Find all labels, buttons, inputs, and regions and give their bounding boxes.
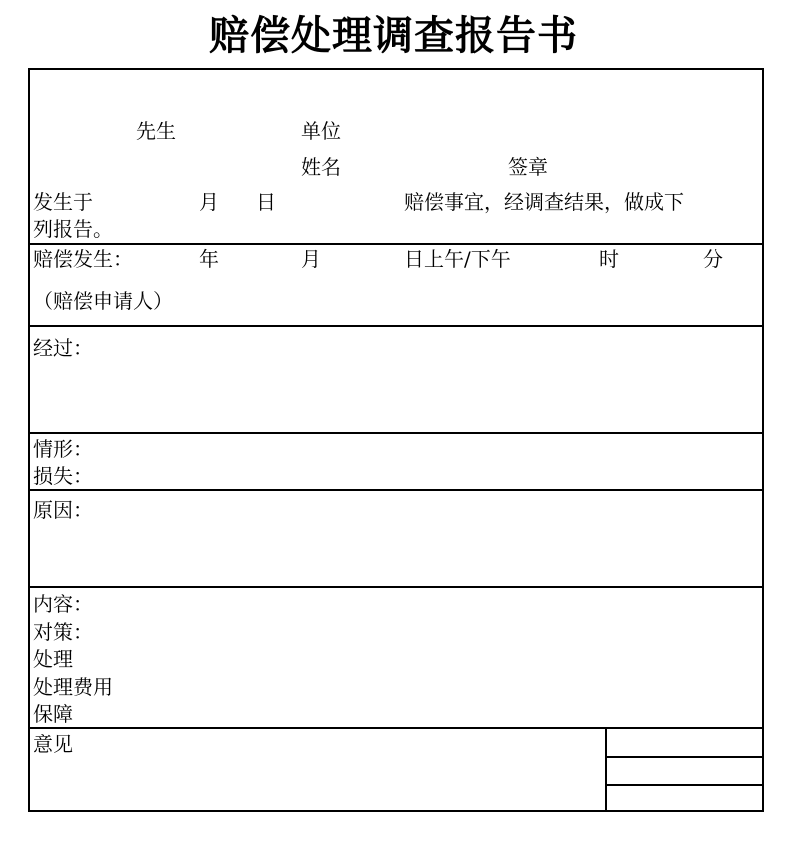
intro-text: 赔偿事宜，经调查结果，做成下 (404, 190, 684, 214)
content-label: 内容： (33, 592, 93, 616)
hour-label: 时 (599, 247, 619, 271)
row-divider (28, 325, 764, 327)
page-title: 赔偿处理调查报告书 (209, 12, 578, 59)
opinion-label: 意见 (33, 732, 73, 756)
seal-label: 签章 (508, 155, 548, 179)
mr-label: 先生 (136, 119, 176, 143)
row-divider (28, 489, 764, 491)
occurrence-label: 赔偿发生： (33, 247, 133, 271)
situation-label: 情形： (33, 437, 93, 461)
measures-label: 对策： (33, 620, 93, 644)
row-divider (28, 243, 764, 245)
occurred-at-label: 发生于 (33, 190, 93, 214)
handling-label: 处理 (33, 647, 73, 671)
minute-label: 分 (703, 247, 723, 271)
opinion-box-line (607, 784, 764, 786)
day-ampm-label: 日上午/下午 (404, 247, 511, 271)
intro-text-cont: 列报告。 (33, 217, 113, 241)
loss-label: 损失： (33, 464, 93, 488)
year-label: 年 (199, 247, 219, 271)
name-label: 姓名 (301, 155, 341, 179)
row-divider (28, 586, 764, 588)
opinion-divider (605, 727, 607, 812)
cause-label: 原因： (33, 498, 93, 522)
report-form (28, 68, 764, 812)
unit-label: 单位 (301, 119, 341, 143)
applicant-label: （赔偿申请人） (33, 289, 173, 313)
day-label: 日 (256, 190, 276, 214)
month-label: 月 (199, 190, 219, 214)
guarantee-label: 保障 (33, 702, 73, 726)
opinion-box-line (607, 756, 764, 758)
process-label: 经过： (33, 336, 93, 360)
row-divider (28, 727, 764, 729)
occ-month-label: 月 (301, 247, 321, 271)
row-divider (28, 432, 764, 434)
handling-cost-label: 处理费用 (33, 675, 113, 699)
